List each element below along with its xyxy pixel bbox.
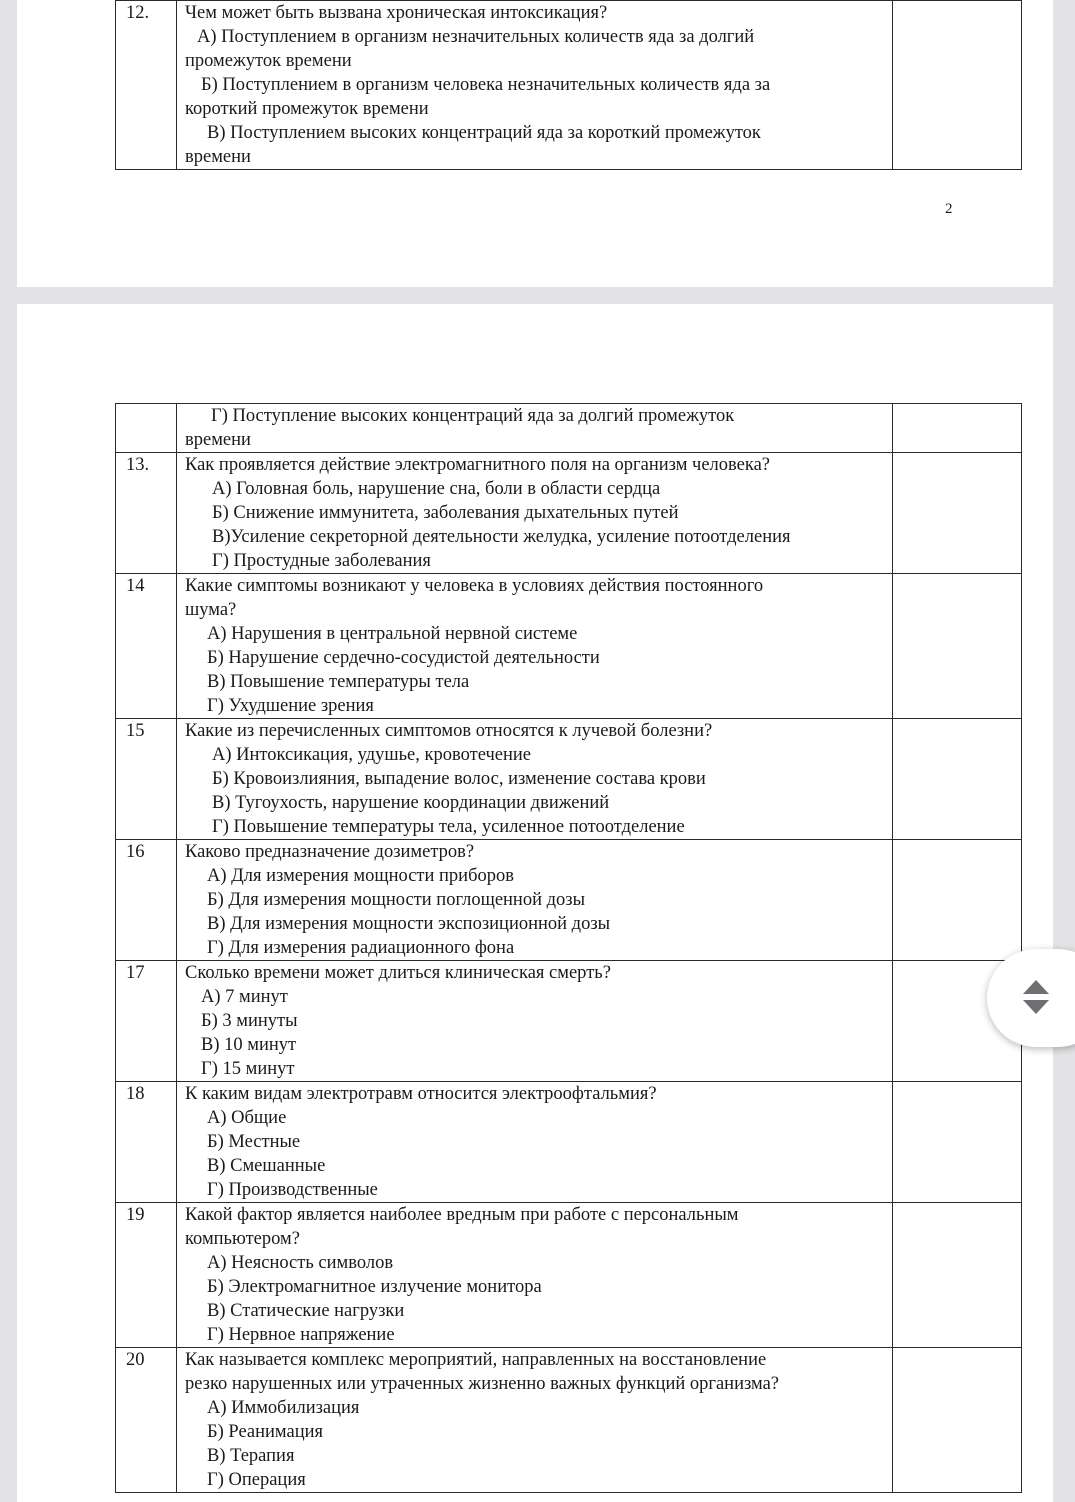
- document-page-3: [17, 304, 1053, 1502]
- answer-option: Г) Операция: [207, 1470, 306, 1490]
- answer-option: А) Поступлением в организм незначительных количеств яда за долгий: [197, 27, 755, 47]
- answer-blank-cell: [893, 453, 1022, 574]
- answer-option: Б) Нарушение сердечно-сосудистой деятельности: [207, 648, 600, 668]
- answer-option: В) Тугоухость, нарушение координации движений: [212, 793, 610, 813]
- answer-option: Б) Кровоизлияния, выпадение волос, изменение состава крови: [212, 769, 706, 789]
- answer-option: Г) Для измерения радиационного фона: [207, 938, 515, 958]
- question-number: 13.: [116, 453, 177, 574]
- answer-option: А) Нарушения в центральной нервной системе: [207, 624, 578, 644]
- answer-option-cont: времени: [185, 430, 251, 450]
- question-number: [116, 404, 177, 453]
- answer-option: В) Смешанные: [207, 1156, 326, 1176]
- question-number: 18: [116, 1082, 177, 1203]
- answer-blank-cell: [893, 1082, 1022, 1203]
- question-cell: [177, 719, 893, 840]
- question-text: Какие из перечисленных симптомов относятся к лучевой болезни?: [185, 721, 713, 741]
- answer-option: В) Терапия: [207, 1446, 295, 1466]
- answer-option: В) Поступлением высоких концентраций яда за короткий промежуток: [207, 123, 761, 143]
- question-cell: [177, 574, 893, 719]
- question-number: 15: [116, 719, 177, 840]
- question-number: 17: [116, 961, 177, 1082]
- question-text: Чем может быть вызвана хроническая интоксикация?: [185, 3, 608, 23]
- questions-table: [115, 0, 1022, 170]
- answer-option: В)Усиление секреторной деятельности желудка, усиление потоотделения: [212, 527, 791, 547]
- question-text: Как называется комплекс мероприятий, направленных на восстановление: [185, 1350, 767, 1370]
- question-cell: [177, 453, 893, 574]
- table-row: [116, 840, 1022, 961]
- answer-option: А) Иммобилизация: [207, 1398, 360, 1418]
- answer-option: Б) Реанимация: [207, 1422, 324, 1442]
- page-number: 2: [945, 201, 953, 217]
- question-text-cont: компьютером?: [185, 1229, 300, 1249]
- question-number: 14: [116, 574, 177, 719]
- answer-option: Б) Поступлением в организм человека незначительных количеств яда за: [201, 75, 771, 95]
- answer-option: Г) Производственные: [207, 1180, 378, 1200]
- answer-blank-cell: [893, 840, 1022, 961]
- question-text: Как проявляется действие электромагнитного поля на организм человека?: [185, 455, 770, 475]
- answer-option: Г) 15 минут: [201, 1059, 295, 1079]
- answer-option: А) Для измерения мощности приборов: [207, 866, 514, 886]
- question-number: 20: [116, 1348, 177, 1493]
- question-text: Сколько времени может длиться клиническая смерть?: [185, 963, 611, 983]
- document-page-2: [17, 0, 1053, 287]
- question-cell: [177, 1348, 893, 1493]
- answer-option: А) Головная боль, нарушение сна, боли в области сердца: [212, 479, 661, 499]
- table-row: [116, 1, 1022, 170]
- answer-option: Г) Повышение температуры тела, усиленное потоотделение: [212, 817, 685, 837]
- answer-option: А) Интоксикация, удушье, кровотечение: [212, 745, 531, 765]
- answer-blank-cell: [893, 1203, 1022, 1348]
- answer-option: Б) 3 минуты: [201, 1011, 298, 1031]
- question-text-cont: шума?: [185, 600, 237, 620]
- question-text-cont: резко нарушенных или утраченных жизненно важных функций организма?: [185, 1374, 780, 1394]
- answer-blank-cell: [893, 574, 1022, 719]
- question-cell: [177, 840, 893, 961]
- answer-option: А) 7 минут: [201, 987, 288, 1007]
- answer-blank-cell: [893, 719, 1022, 840]
- answer-option-cont: короткий промежуток времени: [185, 99, 429, 119]
- question-number: 19: [116, 1203, 177, 1348]
- questions-table: [115, 403, 1022, 1493]
- table-row: [116, 404, 1022, 453]
- question-cell: [177, 1, 893, 170]
- answer-option: В) Статические нагрузки: [207, 1301, 405, 1321]
- question-number: 16: [116, 840, 177, 961]
- answer-option: Г) Ухудшение зрения: [207, 696, 374, 716]
- answer-blank-cell: [893, 1348, 1022, 1493]
- answer-option-cont: промежуток времени: [185, 51, 352, 71]
- answer-option: В) Для измерения мощности экспозиционной дозы: [207, 914, 611, 934]
- answer-option: Б) Местные: [207, 1132, 301, 1152]
- question-text: Какой фактор является наиболее вредным при работе с персональным: [185, 1205, 739, 1225]
- question-number: 12.: [116, 1, 177, 170]
- answer-option: В) 10 минут: [201, 1035, 297, 1055]
- table-row: [116, 1082, 1022, 1203]
- answer-option: Г) Простудные заболевания: [212, 551, 431, 571]
- question-cell: [177, 961, 893, 1082]
- answer-option: А) Неясность символов: [207, 1253, 394, 1273]
- answer-option: В) Повышение температуры тела: [207, 672, 470, 692]
- table-row: [116, 574, 1022, 719]
- answer-option: Б) Для измерения мощности поглощенной дозы: [207, 890, 586, 910]
- page-scroll-widget[interactable]: [987, 949, 1075, 1047]
- answer-option: Б) Электромагнитное излучение монитора: [207, 1277, 542, 1297]
- answer-blank-cell: [893, 1, 1022, 170]
- table-row: [116, 961, 1022, 1082]
- answer-option: Г) Поступление высоких концентраций яда за долгий промежуток: [211, 406, 735, 426]
- triangle-up-icon[interactable]: [1023, 980, 1049, 994]
- question-text: Каково предназначение дозиметров?: [185, 842, 475, 862]
- table-row: [116, 1348, 1022, 1493]
- question-cell: [177, 1203, 893, 1348]
- answer-option: А) Общие: [207, 1108, 287, 1128]
- answer-option-cont: времени: [185, 147, 251, 167]
- answer-option: Б) Снижение иммунитета, заболевания дыхательных путей: [212, 503, 679, 523]
- table-row: [116, 1203, 1022, 1348]
- table-row: [116, 719, 1022, 840]
- answer-blank-cell: [893, 404, 1022, 453]
- table-row: [116, 453, 1022, 574]
- triangle-down-icon[interactable]: [1023, 1000, 1049, 1014]
- question-cell: [177, 1082, 893, 1203]
- question-text: Какие симптомы возникают у человека в условиях действия постоянного: [185, 576, 764, 596]
- answer-option: Г) Нервное напряжение: [207, 1325, 395, 1345]
- question-cell: [177, 404, 893, 453]
- question-text: К каким видам электротравм относится электроофтальмия?: [185, 1084, 657, 1104]
